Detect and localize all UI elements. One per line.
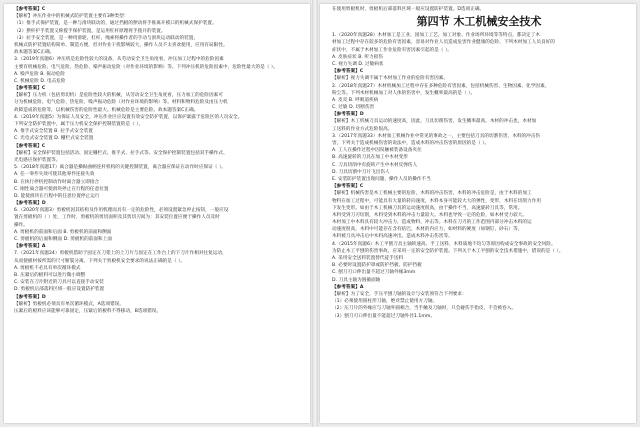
option-line: B. 高速旋转的刀具在加工中木材变形 bbox=[332, 155, 408, 161]
text-line: 为防止木工平刨的伤害事故，应采用一定的安全防护装置。下列关于木工平刨的安全技术措施中，错误的是（ ）。 bbox=[332, 248, 564, 254]
text-line: 【解析】安全保护装置包括活动、固定栅栏式、推手式、拉手式等。安全保护控制装置包括双手操作式、 bbox=[14, 150, 228, 156]
text-line: 【解析】压力机（包括剪切机）是危险性较大的机械，从劳动安全卫生角度看，压力加工的危险因素可 bbox=[14, 93, 223, 99]
left-page bbox=[4, 4, 310, 423]
option-line: B. 必要时设置防护罩或防护挡板、防护挡板 bbox=[332, 263, 422, 269]
text-line: （2）摆杆护手装置又称拨手保护装置，是运用杠杆原理将手拨开的装置。 bbox=[14, 28, 166, 34]
text-line: 分为机械危险、电气危险、热危险、噪声振动危险（对作业环境的影响）等。材料和物料危险及由压力机 bbox=[14, 100, 228, 106]
option-line: C. 过敏 D. 切断伤害 bbox=[332, 105, 375, 111]
option-line: D. 能使滑块在行程中的任意位置停止运行 bbox=[14, 193, 100, 199]
text-line: （3）刨刀刃口伸出量不能超过刀轴外径1.1mm。 bbox=[332, 313, 436, 319]
option-line: A. 工人在操作过程中因误触被装备设备夹住 bbox=[332, 148, 422, 154]
text-line: 1.（2020年真题28）木材加工是工业、国加工工艺，加工对象、作业场所环境等等特点，都决定了木 bbox=[332, 33, 541, 39]
text-line: 故障造成的危险等，以机械伤害的危险性最大。机械危险是主要危险。故本题答案C正确。 bbox=[14, 107, 199, 113]
option-line: D. 剪板机后部落料区域一般应设置防护装置 bbox=[14, 287, 105, 293]
text-line: 4.（2015年真题6）木工平刨刀具主轴转速高、手工送料、木料质地不均匀等原因构成安全事故的安全风险。 bbox=[332, 241, 556, 247]
text-line: 木料被刀具冲击后中木料高速冲出。造成木料冲击伤害等。 bbox=[332, 234, 453, 240]
option-line: B. 在执行停机控制动作时离合器立即接合 bbox=[14, 179, 100, 185]
text-line: 下列安全防护装置中，属于压力机安全保护控制装置的是（ ）。 bbox=[14, 122, 144, 127]
option-line: A. 皮肤症状 B. 听力损伤 bbox=[332, 54, 384, 60]
page-gutter bbox=[312, 0, 318, 427]
text-line: 光电感应保护装置等。 bbox=[14, 157, 61, 163]
text-line: 粉尘等。下列木材机械加工对人体的伤害中，发生概率最高的是（ ）。 bbox=[332, 90, 476, 96]
text-line: 【解析】机械伤害是木工机械主要的危险，木料的冲击伤害，木料的冲击危险是，由于木料的加工 bbox=[332, 191, 532, 197]
option-line: A. 采用安全送料装置替代徒手送料 bbox=[332, 256, 404, 261]
text-line: 动速度很高，木料中可能存在含有结巴，木材的内应力，如材料的硬度（如钢钉、砂石）等， bbox=[332, 227, 523, 233]
text-line: 【解析】为了安全，手压平刨刀轴的设计与安装须符合下列要求： bbox=[332, 291, 467, 297]
answer-line: 【参考答案】C bbox=[332, 69, 364, 75]
answer-line: 【参考答案】C bbox=[14, 143, 46, 149]
answer-line: 【参考答案】C bbox=[14, 7, 46, 12]
text-line: 4.（2019年真题5）为保证人员安全，冲压作业区应设置有效安全防护装置，以保护暴露于危险区的人员安全。 bbox=[14, 114, 243, 120]
option-line: C. 安装在刀片附近的刀具可以直接手动安装 bbox=[14, 280, 104, 286]
option-line: C. 刚性离合器可使滑块停止在行程的任意位置 bbox=[14, 186, 109, 192]
section-title: 第四节 木工机械安全技术 bbox=[416, 15, 542, 29]
text-line: 从而使板材按所需的尺寸断裂分离。下列关于剪板机安全要求的说法正确的是（ ）。 bbox=[14, 258, 186, 264]
right-page-top-line: 在使用剪板机时，剪板机后部落料区域一般应设置防护装置。D选项正确。 bbox=[332, 7, 485, 12]
text-line: 压紧后的板料应该能够可靠固定，压紧后的板料不得移动，B选项错误。 bbox=[14, 308, 162, 314]
answer-line: 【参考答案】A bbox=[14, 244, 46, 250]
answer-line: 【参考答案】A bbox=[332, 284, 364, 290]
text-line: 材加工过程中存在较多的危险有害因素，容易对作业人员造成危害作业健康的危险。下列木材加工人员良好的 bbox=[332, 40, 555, 46]
option-line: A. 剪板机不必具有单次循环模式 bbox=[14, 265, 81, 271]
text-line: 害，下列关于造成机械伤害的说法中，造成木料的冲击伤害的原因的是（ ）。 bbox=[332, 141, 490, 146]
text-line: 主要有机械危险、电气危险、热危险、噪声振动危险（对作业环境的影响）等。下列冲压机的危险因素中，危险性最大的是（ ）。 bbox=[14, 64, 278, 70]
text-line: 6.（2020年真题3）剪板机因其结构及作用机理而具有一定的危险性，必须设置紧急停止按钮，一般应设 bbox=[14, 208, 229, 214]
text-line: 3.（2017年真题33）木材加工机械作业中常见的事故之一，主要包括刀具的切割伤害，木料的冲击伤 bbox=[332, 133, 541, 139]
option-line: C. 剪板机的后面和侧面 D. 剪板机的前面和上面 bbox=[14, 237, 112, 242]
text-line: 置在剪板机的（ ）处，工作时，剪板机的剪切面积及其剪切刃间为：其安装位置应便于操作人员及时 bbox=[14, 215, 220, 221]
option-line: A. 任一零件失效可使其他零件连接失效 bbox=[14, 172, 95, 178]
option-line: D. 刀具主轴为圆截面轴 bbox=[332, 277, 381, 283]
text-line: 【解析】剪板机必须具有单次循环模式，A选项错误。 bbox=[14, 301, 125, 307]
text-line: 工送料的作业方式危险很高。 bbox=[332, 126, 393, 132]
text-line: 症状中，不属于木材加工作业危险有害因素引起的是（ ）。 bbox=[332, 47, 452, 53]
text-line: 5.（2018年真题17）离合器是操纵曲柄连杆机构的关键控制装置，离合器应保证在动作时应保证（ ）。 bbox=[14, 165, 226, 171]
text-line: 【解析】冲压作业中的机械式防护装置主要有3种类型： bbox=[14, 14, 129, 20]
option-line: D. 刀具切割中刀片飞出伤人 bbox=[332, 169, 390, 175]
answer-line: 【参考答案】C bbox=[14, 86, 46, 92]
option-line: C. 刀具切削中有旋转产生中木材反弹伤人 bbox=[332, 162, 418, 168]
option-line: A. 噪声危险 B. 振动危险 bbox=[14, 71, 66, 77]
text-line: 7.（2021年真题24）剪板机借助于固定在刀架上的上刀片与固定在工作台上的下刀片作相对往复运动， bbox=[14, 251, 227, 257]
text-line: 机械式防护装置结构简单、制造方便，但对作业干扰影响较大，操作人员不太喜欢使用，应用有局限性。 bbox=[14, 42, 228, 48]
text-line: 操作。 bbox=[14, 222, 28, 228]
answer-line: 【参考答案】C bbox=[332, 184, 364, 190]
text-line: 木料受到刀刃切削，木料受到木料的冲击力量较大。木料也导致一定的危险，如木材受力较大。 bbox=[332, 212, 528, 218]
option-line: A. 皮炎 B. 呼吸道疾病 bbox=[332, 97, 379, 103]
option-line: B. 压紧后的板料可以进行微小调整 bbox=[14, 272, 86, 278]
option-line: E. 安装防护装置出现问题，操作人员的操作不当 bbox=[332, 176, 431, 182]
option-line: C. 刨刀刃口伸出量不超过刀轴外缘3mm bbox=[332, 270, 416, 276]
answer-line: 【参考答案】D bbox=[332, 112, 364, 118]
text-line: （2）压刀片的外缘应与刀轴外圆相合，当手触及刀轴时，只会碰伤手指皮，不会被卷入。 bbox=[332, 306, 517, 312]
text-line: 故本题答案C正确。 bbox=[14, 50, 55, 56]
text-line: 木材加工中木料具有较大冲击力，造成物料、冲击等。木料在刀刃的工作范围内部分冲击木料的运 bbox=[332, 220, 532, 226]
right-page bbox=[320, 4, 636, 423]
option-line: A. 推手式安全装置 B. 拉手式安全装置 bbox=[14, 129, 93, 135]
text-line: 2.（2018年真题27）木材机械加工过程中存在多种危险有害因素，包括机械伤害、生物因素、化学因素、 bbox=[332, 83, 550, 89]
option-line: A. 剪板机的前面和后面 B. 剪板机的前面和侧面 bbox=[14, 229, 112, 235]
text-line: 【解析】视力失调不属于木材加工作业的危险有害因素。 bbox=[332, 76, 449, 82]
text-line: 【解析】木工机械刀具运动的速度高，因此，刀具切削伤害，发生概率最高。木材的冲击也，木材加 bbox=[332, 119, 537, 125]
text-line: （3）拉手安全装置，是一种用滑轮、杠杆、绳索将操作者的手动与滑块运动联动的装置。 bbox=[14, 35, 199, 41]
text-line: 物料在加工过程中，可能具有大量的转向速度，木料本身可能较大大的弹性，变形，木料在切削力作用 bbox=[332, 198, 541, 204]
option-line: C. 视力失调 D. 过敏病状 bbox=[332, 61, 384, 67]
text-line: 下发生变形。如由于木工机械刀具的运动速度很高，由于操作不当，高速旋转刀具等，常用。 bbox=[332, 205, 523, 211]
text-line: （1）推手式保护装置，是一种与滑块联动的，通过挡板的摆动将手推离开模口的机械式保护装置。 bbox=[14, 21, 217, 27]
option-line: C. 机械危险 D. 电击危险 bbox=[14, 78, 66, 84]
answer-line: 【参考答案】D bbox=[14, 201, 46, 207]
right-page-body bbox=[332, 32, 626, 320]
answer-line: 【参考答案】D bbox=[14, 294, 46, 300]
text-line: （1）必须使用圆柱形刀轴，绝对禁止使用方刀轴。 bbox=[332, 299, 438, 305]
text-line: 3.（2019年真题6）冲压机是危险性较大的设备，从劳动安全卫生角度看，冲压加工过程中的危险因素 bbox=[14, 57, 224, 63]
option-line: C. 光电式安全装置 D. 栅栏式安全装置 bbox=[14, 136, 94, 142]
